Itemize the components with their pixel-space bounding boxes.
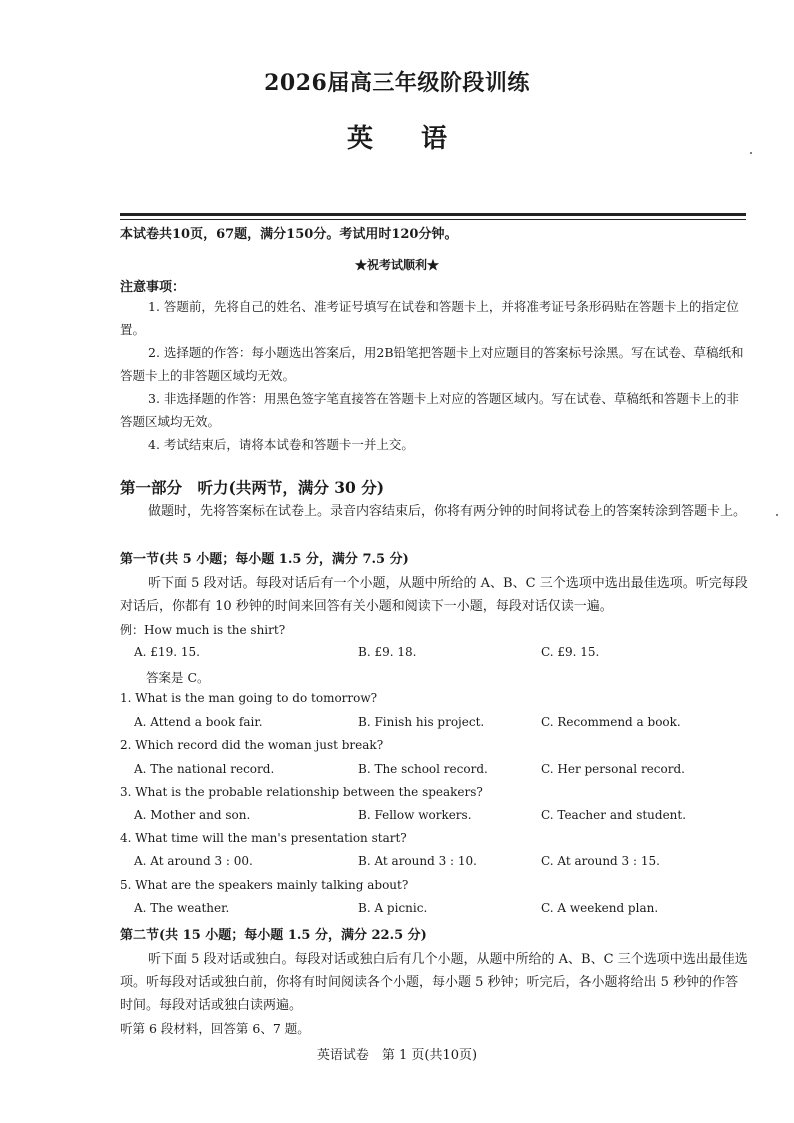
q2-option-c: C. Her personal record.	[541, 762, 685, 776]
example-option-c: C. £9. 15.	[541, 645, 600, 659]
example-option-b: B. £9. 18.	[358, 645, 417, 659]
section2-instructions: 听下面 5 段对话或独白。每段对话或独白后有几个小题，从题中所给的 A、B、C 三个选项中选出最佳选项。听每段对话或独白前，你将有时间阅读各个小题，每小题 5 秒钟；听完后，各小题将给出 5 秒钟的作答时间。每段对话或独白读两遍。	[120, 952, 748, 1013]
q3-option-c: C. Teacher and student.	[541, 808, 687, 822]
q2-option-b: B. The school record.	[358, 762, 488, 776]
q1-option-a: A. Attend a book fair.	[134, 715, 263, 729]
q4-option-a: A. At around 3 : 00.	[134, 854, 253, 868]
q5-option-c: C. A weekend plan.	[541, 901, 659, 915]
question-4: 4. What time will the man's presentation start?	[120, 831, 407, 845]
section2-heading: 第二节(共 15 小题；每小题 1.5 分，满分 22.5 分)	[120, 928, 427, 943]
q1-option-b: B. Finish his project.	[358, 715, 485, 729]
q1-option-c: C. Recommend a book.	[541, 715, 681, 729]
notice-item-2: 2. 选择题的作答：每小题选出答案后，用2B铅笔把答题卡上对应题目的答案标号涂黑。写在试卷、草稿纸和答题卡上的非答题区域均无效。	[120, 345, 744, 383]
q4-option-c: C. At around 3 : 15.	[541, 854, 660, 868]
notice-item-3: 3. 非选择题的作答：用黑色签字笔直接答在答题卡上对应的答题区域内。写在试卷、草稿纸和答题卡上的非答题区域均无效。	[120, 391, 739, 429]
header-rule-thin	[120, 219, 746, 220]
q3-option-b: B. Fellow workers.	[358, 808, 472, 822]
q4-option-b: B. At around 3 : 10.	[358, 854, 477, 868]
subject-heading	[0, 118, 794, 155]
example-answer: 答案是 C。	[146, 670, 210, 685]
q3-option-a: A. Mother and son.	[134, 808, 251, 822]
part1-intro: 做题时，先将答案标在试卷上。录音内容结束后，你将有两分钟的时间将试卷上的答案转涂到答题卡上。	[148, 504, 747, 519]
question-2: 2. Which record did the woman just break?	[120, 738, 384, 752]
good-luck-banner: ★祝考试顺利★	[354, 258, 439, 272]
q2-option-a: A. The national record.	[134, 762, 275, 776]
section1-heading: 第一节(共 5 小题；每小题 1.5 分，满分 7.5 分)	[120, 552, 409, 567]
exam-title: 2026届高三年级阶段训练	[264, 70, 530, 96]
question-5: 5. What are the speakers mainly talking about?	[120, 878, 409, 892]
header-rule-thick	[120, 213, 746, 216]
example-option-a: A. £19. 15.	[134, 645, 200, 659]
question-3: 3. What is the probable relationship between the speakers?	[120, 785, 483, 799]
page-footer: 英语试卷 第 1 页(共10页)	[316, 1048, 478, 1063]
subject-char-2: 语	[421, 124, 448, 154]
scan-speck	[776, 514, 778, 516]
scan-speck	[750, 152, 752, 154]
part1-heading: 第一部分 听力(共两节，满分 30 分)	[120, 478, 385, 497]
notice-heading: 注意事项：	[120, 280, 186, 295]
q5-option-b: B. A picnic.	[358, 901, 428, 915]
example-question: 例：How much is the shirt?	[120, 623, 286, 637]
subject-char-1: 英	[346, 124, 373, 154]
material-note: 听第 6 段材料，回答第 6、7 题。	[120, 1021, 310, 1036]
notice-item-1: 1. 答题前，先将自己的姓名、准考证号填写在试卷和答题卡上，并将准考证号条形码贴在答题卡上的指定位置。	[120, 299, 739, 337]
q5-option-a: A. The weather.	[134, 901, 230, 915]
question-1: 1. What is the man going to do tomorrow?	[120, 691, 378, 705]
notice-item-4: 4. 考试结束后，请将本试卷和答题卡一并上交。	[148, 437, 414, 452]
section1-instructions: 听下面 5 段对话。每段对话后有一个小题，从题中所给的 A、B、C 三个选项中选出最佳选项。听完每段对话后，你都有 10 秒钟的时间来回答有关小题和阅读下一小题，每段对话仅读一遍。	[120, 576, 748, 614]
exam-summary: 本试卷共10页，67题，满分150分。考试用时120分钟。	[120, 227, 458, 242]
